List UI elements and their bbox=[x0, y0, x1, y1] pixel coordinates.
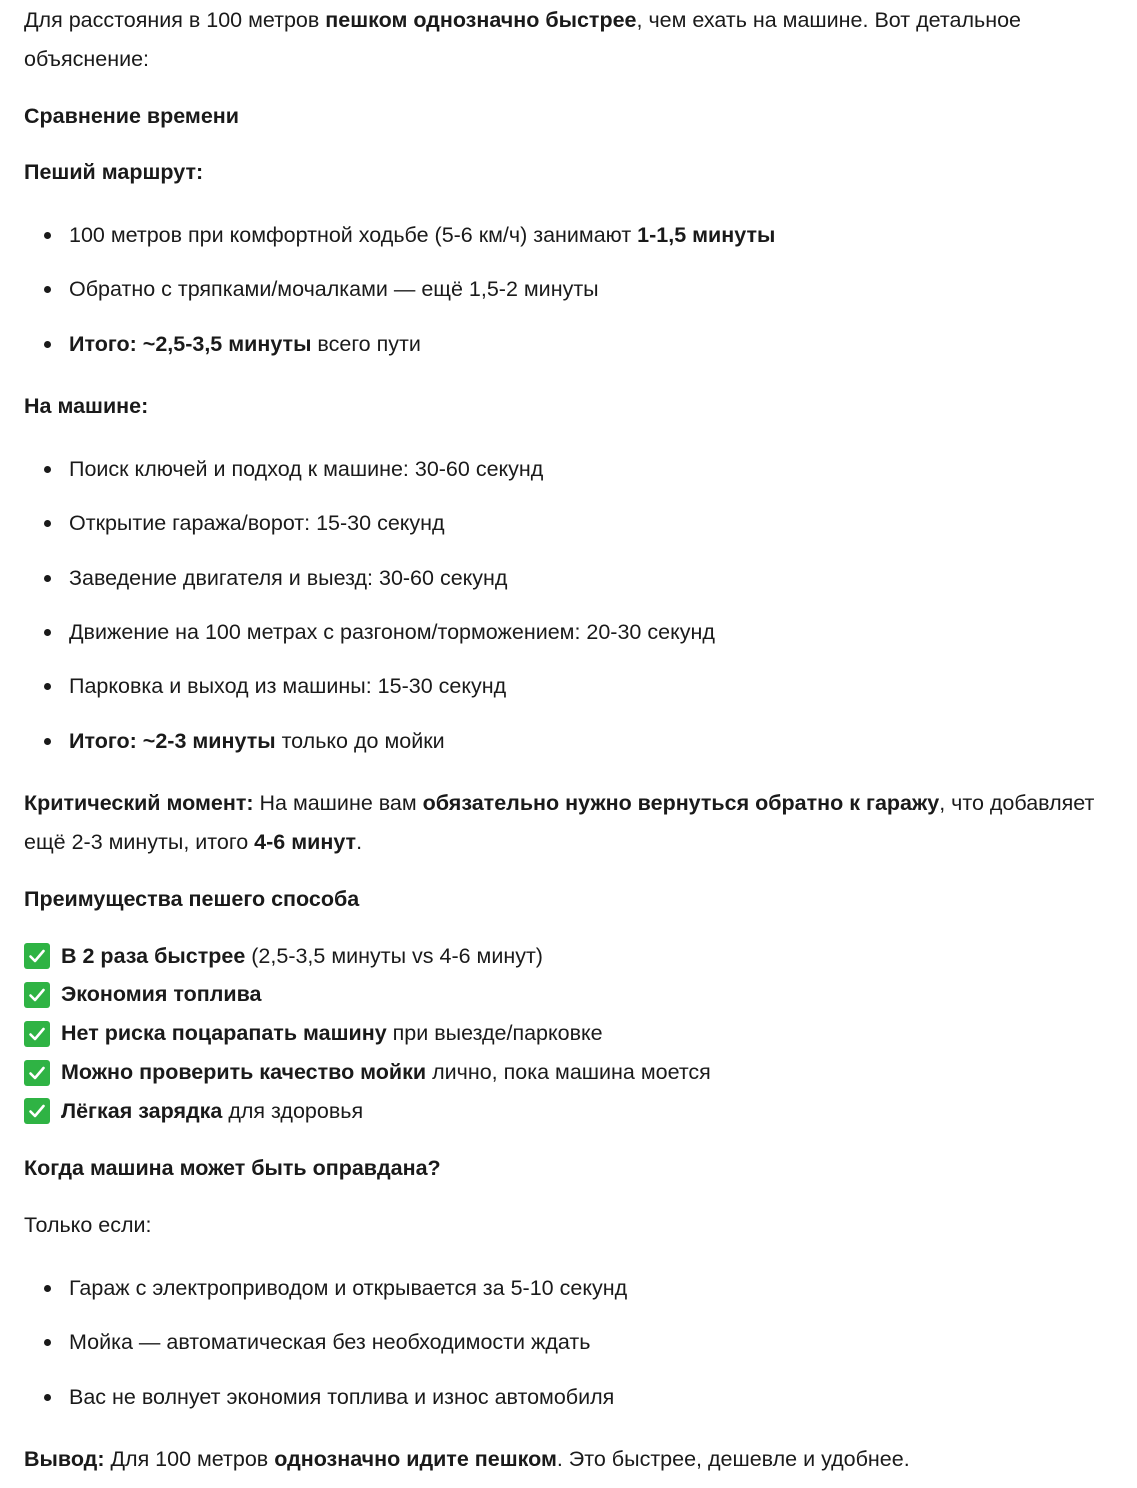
list-item bbox=[24, 1269, 1113, 1308]
list-item-text: Движение на 100 метрах с разгоном/торможением: 20-30 секунд bbox=[69, 619, 715, 644]
list-item-text: Открытие гаража/ворот: 15-30 секунд bbox=[69, 511, 445, 536]
critical-bold-2: 4-6 минут bbox=[254, 829, 357, 854]
car-list bbox=[24, 450, 1113, 761]
bullet-icon bbox=[44, 232, 51, 239]
advantage-item bbox=[24, 976, 1113, 1015]
bullet-icon bbox=[44, 683, 51, 690]
justified-intro: Только если: bbox=[24, 1212, 152, 1237]
bullet-icon bbox=[44, 1339, 51, 1346]
check-mark-icon bbox=[24, 1021, 50, 1047]
critical-label: Критический момент: bbox=[24, 790, 254, 815]
bullet-icon bbox=[44, 286, 51, 293]
list-item-after: всего пути bbox=[311, 331, 421, 356]
bullet-icon bbox=[44, 575, 51, 582]
check-mark-icon bbox=[24, 1060, 50, 1086]
list-item bbox=[24, 1323, 1113, 1362]
check-mark-icon bbox=[24, 982, 50, 1008]
advantage-item bbox=[24, 1053, 1113, 1092]
list-item-text: Заведение двигателя и выезд: 30-60 секунд bbox=[69, 565, 508, 590]
advantage-rest: для здоровья bbox=[222, 1098, 364, 1123]
list-item-text: Гараж с электроприводом и открывается за 5-10 секунд bbox=[69, 1275, 628, 1300]
list-item bbox=[24, 722, 1113, 761]
check-mark-icon bbox=[24, 1098, 50, 1124]
bullet-icon bbox=[44, 520, 51, 527]
list-item bbox=[24, 667, 1113, 706]
justified-list bbox=[24, 1269, 1113, 1417]
walking-list bbox=[24, 216, 1113, 364]
justified-heading: Когда машина может быть оправдана? bbox=[24, 1155, 441, 1180]
conclusion-bold-1: однозначно идите пешком bbox=[274, 1446, 557, 1471]
intro-paragraph bbox=[24, 0, 1113, 79]
section-time-heading: Сравнение времени bbox=[24, 104, 239, 128]
advantage-text bbox=[61, 1014, 603, 1053]
conclusion-paragraph bbox=[24, 1440, 1113, 1479]
advantage-bold: Экономия топлива bbox=[61, 982, 262, 1007]
list-item bbox=[24, 216, 1113, 255]
bullet-icon bbox=[44, 341, 51, 348]
conclusion-text-2: . Это быстрее, дешевле и удобнее. bbox=[556, 1446, 910, 1471]
advantage-item bbox=[24, 1014, 1113, 1053]
advantage-text bbox=[61, 975, 262, 1014]
conclusion-text-1: Для 100 метров bbox=[104, 1446, 275, 1471]
list-item-text: 100 метров при комфортной ходьбе (5-6 км/ч) занимают bbox=[69, 223, 638, 247]
advantage-rest: (2,5-3,5 минуты vs 4-6 минут) bbox=[245, 943, 543, 968]
advantage-item bbox=[24, 937, 1113, 976]
list-item bbox=[24, 1378, 1113, 1417]
advantage-text bbox=[61, 1053, 711, 1092]
advantage-bold: Можно проверить качество мойки bbox=[61, 1060, 427, 1085]
list-item bbox=[24, 270, 1113, 309]
advantage-bold: В 2 раза быстрее bbox=[61, 943, 246, 968]
list-item bbox=[24, 559, 1113, 598]
advantage-text bbox=[61, 937, 543, 976]
list-item bbox=[24, 613, 1113, 652]
list-item-text: Мойка — автоматическая без необходимости ждать bbox=[69, 1330, 591, 1355]
check-mark-icon bbox=[24, 943, 50, 969]
car-heading: На машине: bbox=[24, 393, 149, 418]
conclusion-label: Вывод: bbox=[24, 1446, 105, 1471]
advantage-rest: лично, пока машина моется bbox=[426, 1060, 711, 1085]
advantage-rest: при выезде/парковке bbox=[386, 1021, 603, 1046]
bullet-icon bbox=[44, 466, 51, 473]
list-item-text: Обратно с тряпками/мочалками — ещё 1,5-2 минуты bbox=[69, 277, 599, 302]
list-item-text: Парковка и выход из машины: 15-30 секунд bbox=[69, 674, 507, 699]
walking-heading: Пеший маршрут: bbox=[24, 160, 204, 184]
list-item-text: Вас не волнует экономия топлива и износ автомобиля bbox=[69, 1384, 615, 1409]
bullet-icon bbox=[44, 629, 51, 636]
intro-text-1: Для расстояния в 100 метров bbox=[24, 8, 326, 32]
list-item bbox=[24, 504, 1113, 543]
list-item-text: Поиск ключей и подход к машине: 30-60 секунд bbox=[69, 456, 544, 481]
bullet-icon bbox=[44, 738, 51, 745]
intro-text-2: , чем ехать на машине. Вот детальное объяснение: bbox=[24, 8, 1021, 71]
critical-paragraph bbox=[24, 784, 1113, 862]
critical-text-2: , что добавляет ещё 2-3 минуты, итого bbox=[24, 790, 1095, 854]
critical-bold-1: обязательно нужно вернуться обратно к гаражу bbox=[422, 790, 940, 815]
advantages-list bbox=[24, 937, 1113, 1131]
list-item bbox=[24, 325, 1113, 364]
list-item-bold: Итого: ~2,5-3,5 минуты bbox=[69, 331, 312, 356]
bullet-icon bbox=[44, 1394, 51, 1401]
list-item-bold: 1-1,5 минуты bbox=[637, 223, 776, 247]
critical-text-3: . bbox=[356, 829, 363, 854]
advantage-bold: Лёгкая зарядка bbox=[61, 1098, 223, 1123]
list-item-after: только до мойки bbox=[275, 728, 445, 753]
advantage-text bbox=[61, 1092, 363, 1131]
list-item bbox=[24, 450, 1113, 489]
critical-text-1: На машине вам bbox=[253, 790, 423, 815]
bullet-icon bbox=[44, 1285, 51, 1292]
advantages-heading: Преимущества пешего способа bbox=[24, 886, 360, 911]
intro-bold-1: пешком однозначно быстрее bbox=[325, 8, 637, 32]
advantage-bold: Нет риска поцарапать машину bbox=[61, 1021, 387, 1046]
list-item-bold: Итого: ~2-3 минуты bbox=[69, 728, 276, 753]
advantage-item bbox=[24, 1092, 1113, 1131]
